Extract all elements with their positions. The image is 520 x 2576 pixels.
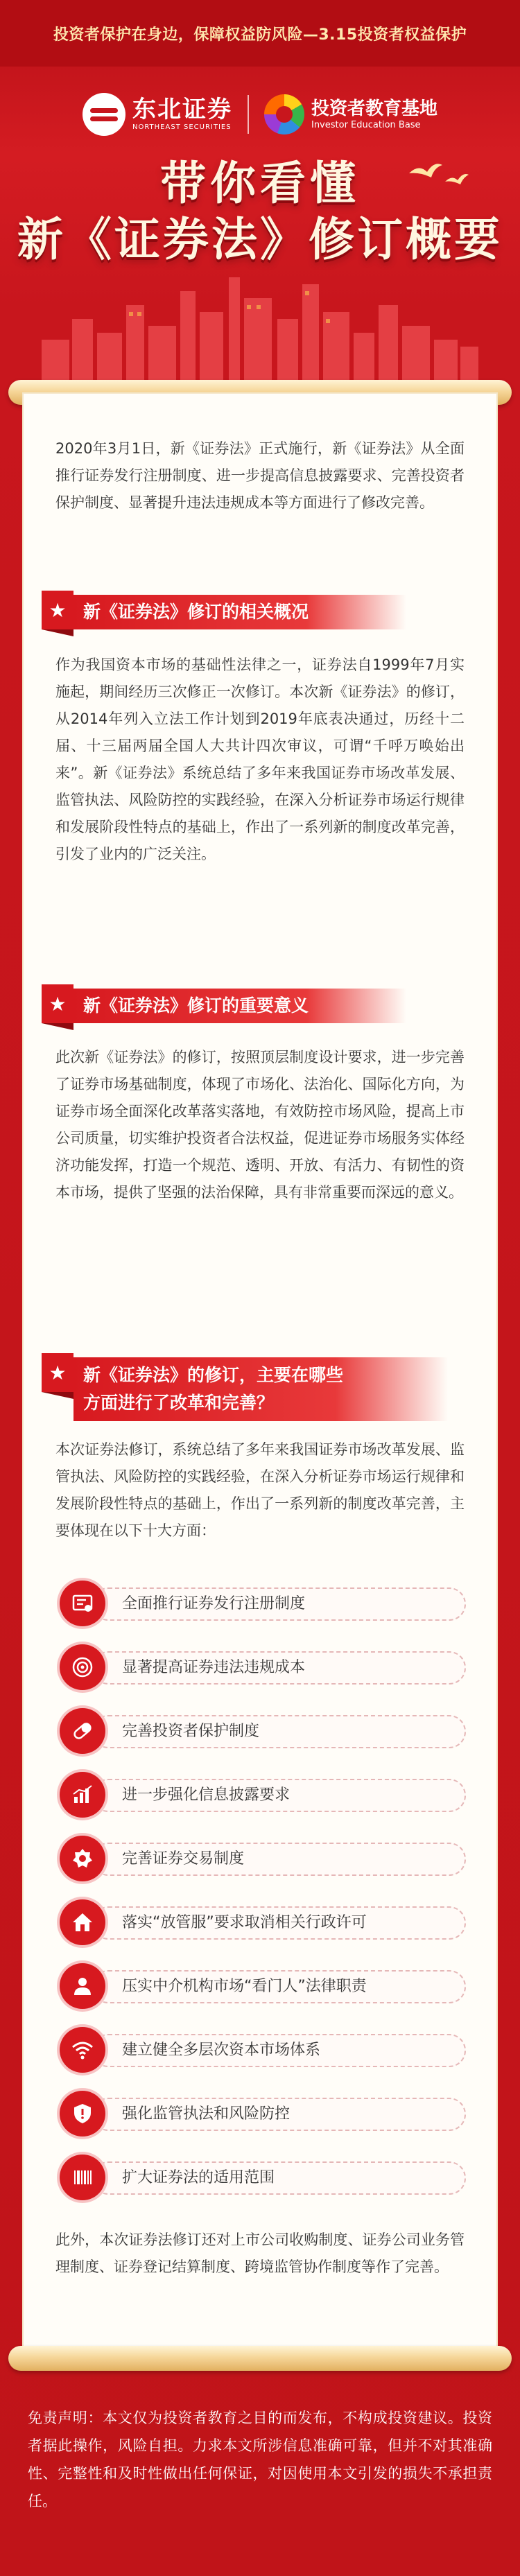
aspect-label: 压实中介机构市场“看门人”法律职责 [122,1978,367,1995]
aspect-label: 建立健全多层次资本市场体系 [122,2042,321,2059]
aspect-label: 落实“放管服”要求取消相关行政许可 [122,1914,367,1931]
shield-icon [60,2091,105,2136]
banner-text: 投资者保护在身边，保障权益防风险—3.15投资者权益保护 [53,26,467,44]
pill-capsule-icon [60,1708,105,1754]
list-item [60,1770,466,1816]
list-item [60,1579,466,1625]
aspect-label: 完善投资者保护制度 [122,1723,260,1740]
ieb-logo-en: Investor Education Base [311,120,421,130]
list-item [60,1834,466,1880]
section-3-title [73,1357,448,1421]
list-item [60,1962,466,2008]
logo-divider [248,95,249,134]
disclaimer: 免责声明：本文仅为投资者教育之目的而发布，不构成投资建议。投资者据此操作，风险自担。力求本文所涉信息准确可靠，但并不对其准确性、完整性和及时性做出任何保证，对因使用本文引发的损失不承担责任。 [28,2410,492,2509]
section-3-body: 本次证券法修订，系统总结了多年来我国证券市场改革发展、监管执法、风险防控的实践经验，在深入分析证券市场运行规律和发展阶段性特点的基础上，作出了一系列新的制度改革完善，主要体现在以下十大方面： [55,1441,465,1539]
list-item [60,1707,466,1752]
aspect-label: 强化监管执法和风险防控 [122,2105,291,2123]
northeast-securities-logo [83,93,232,136]
intro-paragraph: 2020年3月1日，新《证券法》正式施行，新《证券法》从全面推行证券发行注册制度、进一步提高信息披露要求、完善投资者保护制度、显著提升违法违规成本等方面进行了修改完善。 [55,440,465,511]
list-item [60,1643,466,1689]
scroll-rod-bottom [8,2346,512,2371]
bar-chart-icon [60,1772,105,1818]
aspect-label: 进一步强化信息披露要求 [122,1786,291,1804]
list-item [60,2026,466,2071]
aspect-label: 扩大证券法的适用范围 [122,2169,275,2186]
city-skyline-illustration [42,263,478,381]
section-2-body: 此次新《证券法》的修订，按照顶层制度设计要求，进一步完善了证券市场基础制度，体现了市场化、法治化、国际化方向，为证券市场全面深化改革落实落地，有效防控市场风险，提高上市公司质量，切实维护投资者合法权益，促进证券市场服务实体经济功能发挥，打造一个规范、透明、开放、有活力、有韧性的资本市场，提供了坚强的法治保障，具有非常重要而深远的意义。 [55,1049,465,1201]
star-icon: ★ [42,984,73,1023]
hero-title-line1: 带你看懂 [160,157,360,210]
aspect-label: 全面推行证券发行注册制度 [122,1595,306,1612]
hero-title-line2: 新《证券法》修订概要 [17,213,503,266]
section-3-title-line1: 新《证券法》的修订，主要在哪些 [83,1365,344,1385]
star-icon: ★ [42,591,73,629]
section-1-title: 新《证券法》修订的相关概况 [73,595,406,629]
badge-gear-icon [60,1836,105,1881]
section-1-body: 作为我国资本市场的基础性法律之一，证券法自1999年7月实施起，期间经历三次修正一次修订。本次新《证券法》的修订，从2014年列入立法工作计划到2019年底表决通过，历经十二届、十三届两届全国人大共计四次审议，可谓“千呼万唤始出来”。新《证券法》系统总结了多年来我国证券市场改革发展、监管执法、风险防控的实践经验，在深入分析证券市场运行规律和发展阶段性特点的基础上，作出了一系列新的制度改革完善，引发了业内的广泛关注。 [55,656,465,862]
logo-row [0,90,520,139]
person-icon [60,1963,105,2009]
hero-title [0,156,520,268]
aspect-label: 完善证券交易制度 [122,1850,245,1868]
star-icon: ★ [42,1353,73,1392]
investor-education-logo-icon [264,94,304,134]
barcode-icon [60,2155,105,2200]
house-icon [60,1899,105,1945]
wifi-signal-icon [60,2027,105,2073]
section-3-title-line2: 方面进行了改革和完善？ [83,1393,275,1413]
aspect-label: 显著提高证券违法违规成本 [122,1659,306,1676]
northeast-logo-en: NORTHEAST SECURITIES [132,123,232,131]
list-item [60,1898,466,1944]
northeast-logo-icon [83,93,125,136]
closing-paragraph: 此外，本次证券法修订还对上市公司收购制度、证券公司业务管理制度、证券登记结算制度、跨境监管协作制度等作了完善。 [55,2231,465,2275]
ieb-logo-cn: 投资者教育基地 [311,98,437,119]
target-icon [60,1644,105,1690]
certificate-icon [60,1581,105,1626]
investor-education-base-logo [264,94,437,134]
section-2-title: 新《证券法》修订的重要意义 [73,989,406,1023]
northeast-logo-cn: 东北证券 [132,96,232,123]
list-item [60,2153,466,2199]
list-item [60,2089,466,2135]
top-banner [0,0,520,67]
